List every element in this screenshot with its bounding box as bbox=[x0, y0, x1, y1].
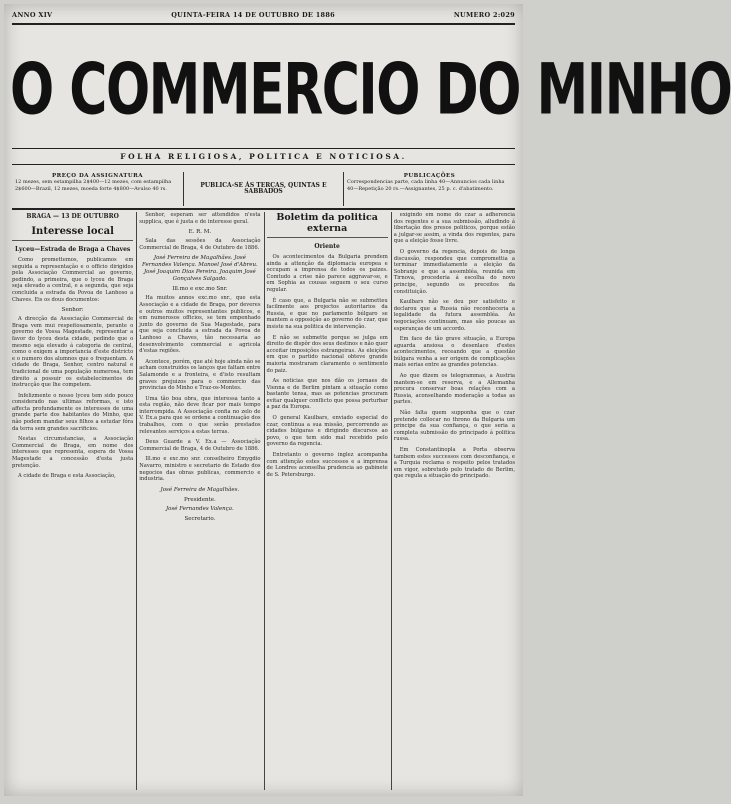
issue-date: QUINTA-FEIRA 14 DE OUTUBRO DE 1886 bbox=[171, 11, 336, 19]
article-subtitle: Lyceu—Estrada de Braga a Chaves bbox=[14, 246, 131, 253]
column-4 bbox=[394, 212, 515, 790]
article-paragraph: As noticias que nos dão os jornaes de Vienna e de Berlim pintam a situação como bastante tensa, mas as potencias procuram evitar qualquer conflicto que possa perturbar a paz da Europa. bbox=[266, 378, 388, 411]
signature-name: José Fernandes Valença. bbox=[165, 505, 234, 512]
publications-text: Correspondencias parte, cada linha 40—Annuncios cada linha 40—Repetição 20 rs.—Assignantes, 25 p. c. d'abatimento. bbox=[346, 179, 505, 192]
publication-days: PUBLICA-SE ÁS TERÇAS, QUINTAS E SABBADOS bbox=[183, 172, 344, 206]
subtitle-rule-bottom bbox=[12, 164, 515, 165]
year-label: ANNO XIV bbox=[12, 11, 53, 19]
article-paragraph: A direcção da Associação Commercial de Braga vem mui respeitosamente, perante o governo de Vossa Magestade, representar a favor do lyceu desta cidade, pedindo que o mesmo seja elevado á categoria de central, como o exigem a importancia d'este districto e o numero dos alumnos que o frequentam. A cidade de Braga, Senhor, centro natural e tradicional de uma população numerosa, tem direito a possuir os estabelecimentos de instrucção que lhe competem. bbox=[12, 316, 134, 389]
subscription-text: 12 mezes, sem estampilha 2$400—12 mezes, com estampilha 2$600—Brazil, 12 mezes, moeda forte 4$800—Avulso 40 rs. bbox=[15, 179, 172, 192]
info-rule bbox=[12, 208, 515, 210]
article-paragraph: E não se submette porque se julga em direito de dispôr dos seus destinos e não quer acceitar imposições estrangeiras. As eleições em que o partido nacional obteve grande maioria mostraram claramente o sentimento do paiz. bbox=[266, 334, 388, 374]
article-paragraph: Infelizmente o nosso lyceu tem sido pouco considerado nas ultimas reformas, e isto affecta profundamente os interesses de uma grande parte dos habitantes do Minho, que não podem mandar seus filhos a estudar fóra da terra sem grandes sacrificios. bbox=[12, 392, 134, 432]
newspaper-page bbox=[4, 4, 731, 796]
article-paragraph: exigindo em nome do czar a adherencia dos regentes e a sua submissão, alludindo á libertação dos presos politicos, porque estão a julgar-se assim, a vinda dos regentes, para que a eleição fosse livre. bbox=[393, 212, 515, 245]
article-paragraph: Kaulbars não se deu por satisfeito e declarou que a Russia não reconheceria a legalidade da futura assembléa. As negociações continuam, mas são poucas as esperanças de um accordo. bbox=[393, 299, 515, 332]
article-paragraph: Em Constantinopla a Porta observa tambem estes successos com desconfiança, e a Turquia reclama o respeito pelos tratados em vigor, sobretudo pelo tratado de Berlim, que regula a situação do principado. bbox=[393, 447, 515, 480]
signature-name: José Ferreira de Magalhães. bbox=[160, 486, 240, 493]
article-paragraph: Senhor, esperam ser attendidos n'esta supplica, que é justa e de interesse geral. bbox=[139, 212, 261, 225]
closing: Deus Guarde a V. Ex.a — Associação Commercial de Braga, 4 de Outubro de 1886. bbox=[139, 439, 261, 452]
signatures: José Ferreira de Magalhães. José Fernandes Valença. Manoel José d'Abreu. José Joaquim Dias Pereira. Joaquim José Gonçalves Salgado. bbox=[141, 255, 258, 283]
signature-role: Secretario. bbox=[184, 515, 216, 522]
masthead-subtitle: FOLHA RELIGIOSA, POLITICA E NOTICIOSA. bbox=[120, 152, 407, 161]
article-paragraph: Ill.mo e exc.mo snr. conselheiro Emygdio Navarro, ministro e secretario de Estado dos negocios das obras publicas, commercio e industria. bbox=[139, 456, 261, 483]
issue-number: NUMERO 2:029 bbox=[453, 11, 515, 19]
header-line bbox=[12, 9, 515, 21]
masthead-title: O COMMERCIO DO MINHO bbox=[10, 50, 731, 132]
article-paragraph: Como promettemos, publicamos em seguida a representação e o officio dirigidos pela Associação Commercial ao governo, pedindo, a primeira, que o lyceu de Braga seja elevado a central, e a segunda, que seja concluida a estrada da Povoa de Lanhoso a Chaves. Eis os dous documentos: bbox=[12, 257, 134, 303]
section-title-interesse-local: Interesse local bbox=[12, 226, 133, 241]
article-paragraph: Os acontecimentos da Bulgaria prendem ainda a attenção da diplomacia europea e occupam a imprensa de todos os paizes. Comtudo a crise não parece aggravar-se, e em Sophia as cousas seguem o seu curso regular. bbox=[266, 254, 388, 293]
article-subtitle: Oriente bbox=[314, 243, 340, 250]
article-paragraph: Entretanto o governo inglez acompanha com attenção estes successos e a imprensa de Londres aconselha prudencia ao gabinete de S. Petersburgo. bbox=[266, 452, 388, 478]
column-2 bbox=[139, 212, 260, 790]
header-rule bbox=[12, 23, 515, 25]
article-paragraph: Não falta quem supponha que o czar pretende collocar no throno da Bulgaria um principe da sua confiança, o que seria a completa submissão do principado á politica russa. bbox=[393, 410, 515, 443]
subscription-block bbox=[12, 172, 183, 206]
info-box bbox=[12, 172, 515, 206]
article-paragraph: Uma tão boa obra, que interessa tanto a esta região, não deve ficar por mais tempo interrompida. A Associação confia no zelo de V. Ex.a para que se ordene a continuação dos trabalhos, com o que serão prestados relevantes serviços a estas terras. bbox=[139, 395, 261, 435]
publications-title: PUBLICAÇÕES bbox=[403, 173, 456, 179]
article-paragraph: O governo da regencia, depois de longa discussão, respondeu que compromettia a terminar immediatamente a eleição da Sobranje e que a assembléa, reunida em Tirnova, procederia á escolha do novo principe, segundo os preceitos da constituição. bbox=[393, 248, 515, 295]
article-columns bbox=[12, 212, 515, 790]
column-1 bbox=[12, 212, 133, 790]
article-paragraph: Acontece, porém, que até hoje ainda não se acham construidos os lanços que faltam entre Salamonde e a fronteira, e d'isto resultam graves prejuizos para o commercio das provincias do Minho e Traz-os-Montes. bbox=[139, 358, 261, 392]
section-title-boletim: Boletim da politica externa bbox=[267, 212, 388, 238]
addressee: Ill.mo e exc.mo Snr. bbox=[172, 286, 228, 293]
article-paragraph: O general Kaulbars, enviado especial do czar, continua a sua missão, percorrendo as cidades búlgaras e dirigindo discursos ao povo, o que tem sido mal recebido pelo governo da regencia. bbox=[266, 415, 388, 448]
dateline: BRAGA — 13 DE OUTUBRO bbox=[26, 213, 119, 220]
salutation: Senhor: bbox=[61, 307, 84, 314]
subscription-title: PREÇO DA ASSIGNATURA bbox=[52, 173, 144, 179]
column-3 bbox=[267, 212, 388, 790]
article-paragraph: A cidade de Braga e esta Associação, bbox=[18, 473, 116, 480]
erm-mark: E. R. M. bbox=[188, 229, 212, 236]
article-paragraph: Ao que dizem os telegrammas, a Austria mantem-se em reserva, e a Allemanha procura conservar boas relações com a Russia, aconselhando moderação a todas as partes. bbox=[393, 373, 515, 406]
article-paragraph: É caso que, a Bulgaria não se submetteu facilmente aos projectos autoritarios da Russia, e que no parlamento búlgaro se mantem a opposição ao governo do czar, que insiste na sua politica de intervenção. bbox=[266, 297, 388, 330]
signature-role: Presidente. bbox=[184, 496, 216, 503]
publications-block bbox=[344, 172, 515, 206]
subtitle-rule-top bbox=[12, 148, 515, 149]
place-date: Sala das sessões da Associação Commercial de Braga, 4 de Outubro de 1886. bbox=[139, 238, 261, 251]
article-paragraph: Ha muitos annos exc.mo snr., que esta Associação e a cidade de Braga, por deveres e outros muitos representantes publicos, e em numerosos officios, se tem empenhado junto do governo de Sua Magestade, para que seja concluida a estrada da Povoa de Lanhoso a Chaves, tão necessaria ao desenvolvimento commercial e agricola d'estas regiões. bbox=[139, 295, 261, 355]
article-paragraph: Nestas circumstancias, a Associação Commercial de Braga, em nome dos interesses que representa, espera de Vossa Magestade a concessão d'esta justa pretenção. bbox=[12, 436, 134, 469]
article-paragraph: Em face de tão grave situação, a Europa aguarda ansiosa o desenlace d'estes acontecimentos, receando que a questão búlgara venha a ser origem de complicações mais serias entre as grandes potencias. bbox=[393, 336, 515, 369]
